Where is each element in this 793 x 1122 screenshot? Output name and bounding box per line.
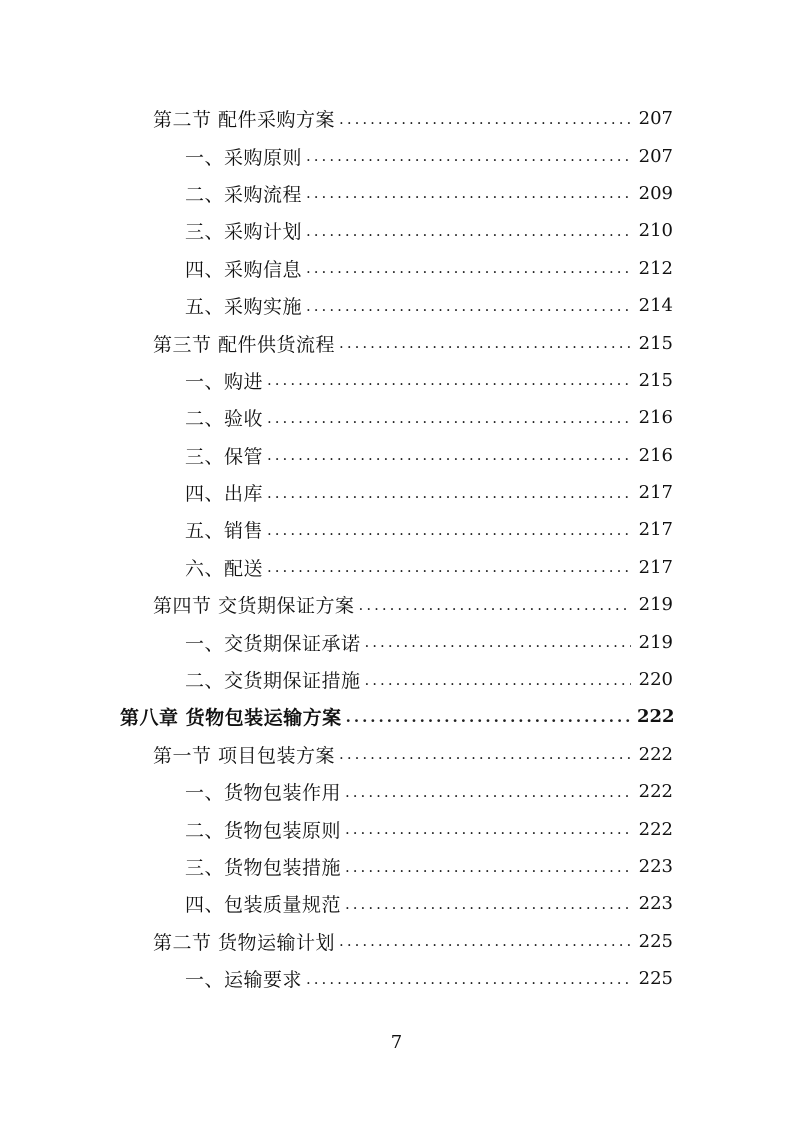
toc-entry[interactable] <box>0 661 793 698</box>
toc-entry-page: 222 <box>638 781 673 803</box>
toc-leader-dots <box>339 744 631 764</box>
toc-entry-page: 216 <box>638 407 673 429</box>
toc-entry-title: 六、配送 <box>185 557 264 580</box>
toc-leader-dots <box>267 557 631 577</box>
toc-leader-dots <box>345 857 631 877</box>
toc-entry-title: 二、货物包装原则 <box>185 819 342 842</box>
toc-entry-page: 222 <box>638 743 673 765</box>
toc-entry[interactable] <box>0 287 793 324</box>
toc-entry[interactable] <box>0 885 793 922</box>
toc-entry-page: 219 <box>638 594 673 616</box>
toc-entry[interactable] <box>0 773 793 810</box>
toc-entry[interactable] <box>0 549 793 586</box>
toc-leader-dots <box>346 707 631 727</box>
toc-entry[interactable] <box>0 474 793 511</box>
toc-entry-page: 214 <box>638 295 673 317</box>
toc-entry-title: 二、采购流程 <box>185 183 303 206</box>
toc-entry-title: 第一节 项目包装方案 <box>153 744 336 767</box>
toc-entry-title: 第四节 交货期保证方案 <box>153 595 355 618</box>
toc-entry[interactable] <box>0 100 793 137</box>
toc-leader-dots <box>267 445 631 465</box>
toc-entry-page: 225 <box>638 930 673 952</box>
toc-entry-page: 223 <box>638 856 673 877</box>
toc-entry-title: 四、采购信息 <box>185 258 303 281</box>
toc-leader-dots <box>306 296 631 316</box>
toc-entry-page: 210 <box>638 220 673 242</box>
toc-entry[interactable] <box>0 324 793 361</box>
toc-entry[interactable] <box>0 511 793 548</box>
toc-leader-dots <box>306 969 631 989</box>
toc-entry-title: 一、货物包装作用 <box>185 782 342 805</box>
toc-entry-page: 216 <box>638 444 673 466</box>
toc-leader-dots <box>345 894 631 914</box>
toc-entry[interactable] <box>0 137 793 174</box>
toc-entry-page: 207 <box>638 145 673 167</box>
toc-leader-dots <box>345 819 631 839</box>
toc-entry-page: 217 <box>638 556 673 578</box>
toc-entry-page: 217 <box>638 482 673 504</box>
toc-entry-title: 三、货物包装措施 <box>185 857 342 879</box>
toc-entry-title: 三、保管 <box>185 445 264 468</box>
toc-entry[interactable] <box>0 399 793 436</box>
toc-leader-dots <box>306 183 631 203</box>
toc-entry[interactable] <box>0 212 793 249</box>
toc-leader-dots <box>365 670 631 690</box>
toc-entry-page: 212 <box>638 257 673 279</box>
toc-entry[interactable] <box>0 848 793 885</box>
toc-entry-title: 五、采购实施 <box>185 296 303 319</box>
toc-entry-title: 五、销售 <box>185 520 264 543</box>
page-number: 7 <box>390 1032 403 1053</box>
toc-entry[interactable] <box>0 923 793 960</box>
toc-leader-dots <box>339 109 631 129</box>
toc-entry-page: 222 <box>638 818 673 840</box>
toc-entry-title: 一、交货期保证承诺 <box>185 632 361 655</box>
toc-entry-page: 209 <box>638 182 673 204</box>
toc-leader-dots <box>345 782 631 802</box>
toc-entry[interactable] <box>0 960 793 997</box>
toc-leader-dots <box>339 931 631 951</box>
toc-entry-title: 四、出库 <box>185 483 264 506</box>
toc-entry[interactable] <box>0 698 793 735</box>
toc-entry[interactable] <box>0 623 793 660</box>
toc-entry-title: 一、运输要求 <box>185 969 303 992</box>
toc-leader-dots <box>306 258 631 278</box>
toc-leader-dots <box>306 146 631 166</box>
toc-entry-title: 二、交货期保证措施 <box>185 670 361 693</box>
toc-entry-title: 三、采购计划 <box>185 221 303 244</box>
toc-leader-dots <box>365 632 631 652</box>
toc-entry-title: 一、采购原则 <box>185 146 303 169</box>
toc-entry-page: 223 <box>638 893 673 915</box>
toc-entry-title: 二、验收 <box>185 408 264 431</box>
toc-leader-dots <box>339 333 631 353</box>
toc-entry-title: 四、包装质量规范 <box>185 894 342 917</box>
toc-leader-dots <box>267 520 631 540</box>
toc-entry-title: 第二节 货物运输计划 <box>153 931 336 954</box>
toc-entry[interactable] <box>0 810 793 847</box>
toc-entry-page: 225 <box>638 968 673 990</box>
toc-leader-dots <box>267 370 631 390</box>
toc-entry[interactable] <box>0 175 793 212</box>
toc-entry[interactable] <box>0 250 793 287</box>
toc-entry-page: 222 <box>637 706 675 728</box>
toc-entry[interactable] <box>0 586 793 623</box>
toc-entry-page: 215 <box>638 332 673 354</box>
toc-leader-dots <box>267 408 631 428</box>
table-of-contents <box>0 100 793 997</box>
toc-entry[interactable] <box>0 736 793 773</box>
toc-entry-title: 第二节 配件采购方案 <box>153 109 336 132</box>
toc-entry[interactable] <box>0 437 793 474</box>
toc-entry-title: 一、购进 <box>185 370 264 393</box>
toc-entry-page: 207 <box>638 108 673 130</box>
toc-entry-title: 第八章 货物包装运输方案 <box>120 707 342 730</box>
toc-entry-page: 215 <box>638 369 673 391</box>
toc-leader-dots <box>359 595 631 615</box>
toc-entry-page: 219 <box>638 631 673 653</box>
toc-entry-title: 第三节 配件供货流程 <box>153 333 336 356</box>
toc-leader-dots <box>306 221 631 241</box>
toc-entry-page: 220 <box>638 669 673 691</box>
toc-entry[interactable] <box>0 362 793 399</box>
toc-leader-dots <box>267 483 631 503</box>
toc-entry-page: 217 <box>638 519 673 541</box>
